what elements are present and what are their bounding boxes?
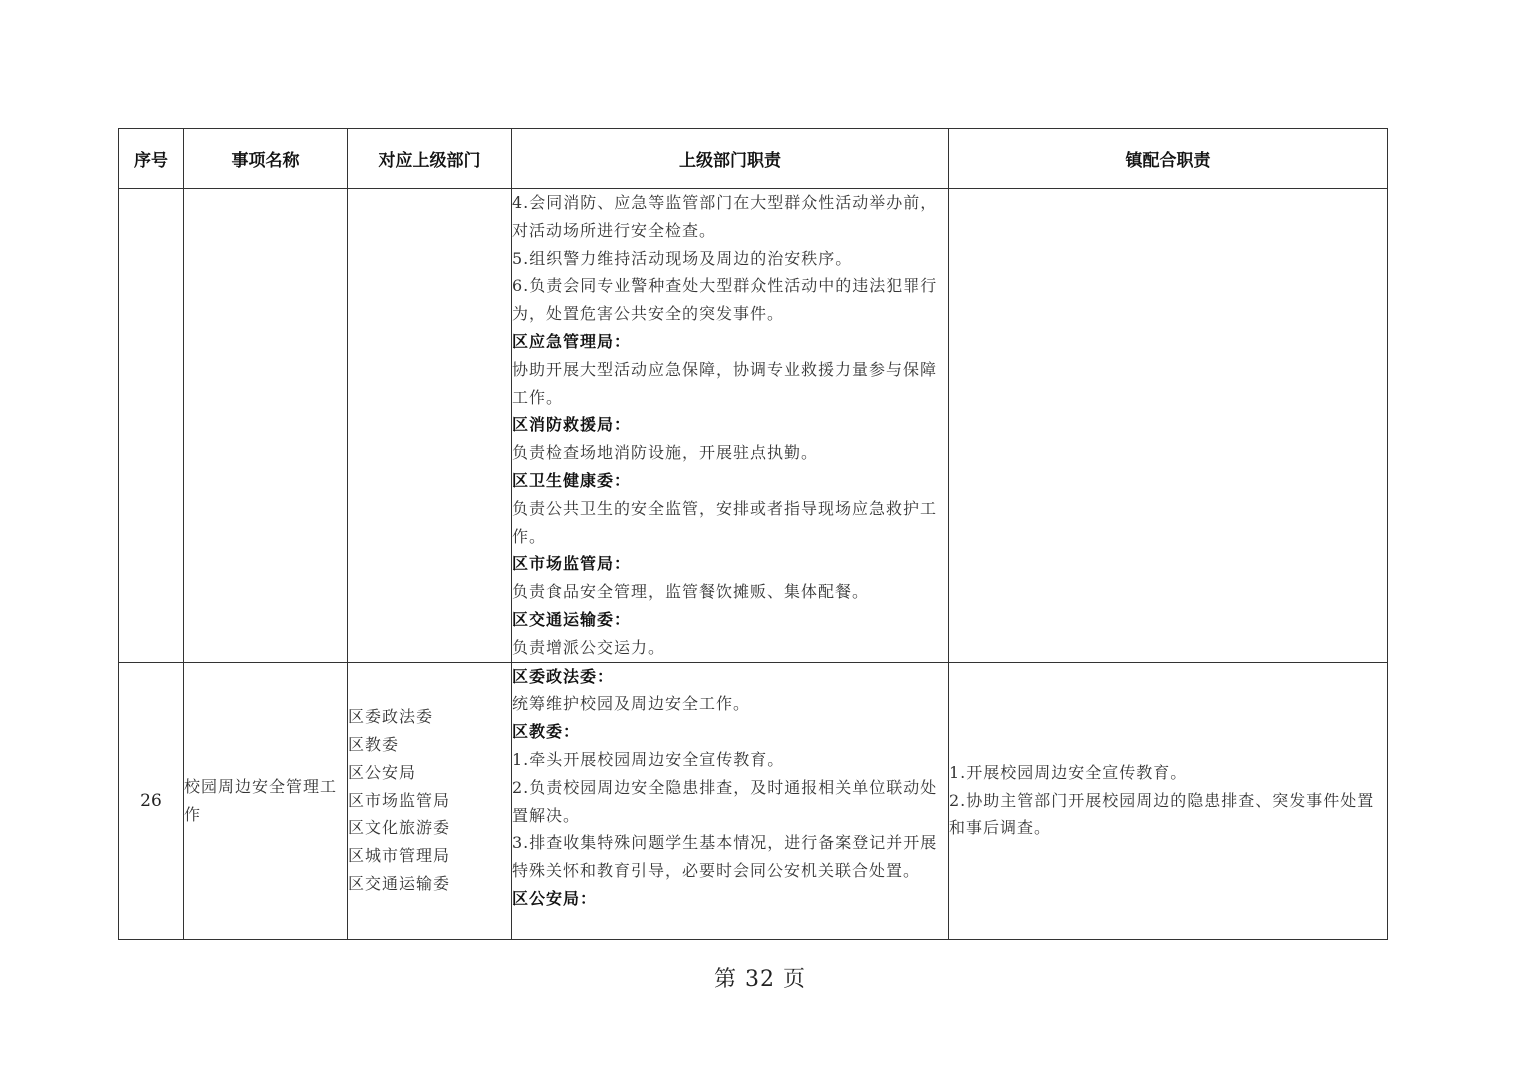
header-serial-number: 序号 [119,129,184,189]
duty-dept-heading: 区委政法委： [512,666,615,686]
row1-duties-cell [512,189,949,663]
table-row [119,189,1388,663]
dept-list-item: 区文化旅游委 [348,818,451,838]
row1-item-cell [184,189,348,663]
row2-serial-cell: 26 [119,662,184,939]
row2-duties-cell [512,662,949,939]
dept-list-item: 区委政法委 [348,707,434,727]
duty-dept-heading: 区公安局： [512,888,598,908]
duty-line: 统筹维护校园及周边安全工作。 [512,694,751,714]
dept-list-item: 区教委 [348,735,400,755]
row1-serial-cell [119,189,184,663]
row2-item-cell: 校园周边安全管理工作 [184,662,348,939]
dept-list-item: 区城市管理局 [348,846,451,866]
responsibility-table [118,128,1388,940]
page-number: 32 [745,967,775,992]
duty-dept-heading: 区消防救援局： [512,415,632,435]
dept-list-item: 区交通运输委 [348,874,451,894]
town-duty-line: 1.开展校园周边安全宣传教育。 [949,762,1188,782]
duty-line: 协助开展大型活动应急保障，协调专业救援力量参与保障工作。 [512,359,938,407]
page-prefix: 第 [713,967,737,992]
duty-line: 6.负责会同专业警种查处大型群众性活动中的违法犯罪行为，处置危害公共安全的突发事件。 [512,276,938,324]
duty-line: 4.会同消防、应急等监管部门在大型群众性活动举办前，对活动场所进行安全检查。 [512,193,938,240]
page-suffix: 页 [783,967,807,992]
duty-line: 3.排查收集特殊问题学生基本情况，进行备案登记并开展特殊关怀和教育引导，必要时会同公安机关联合处置。 [512,833,938,881]
row2-dept-cell [348,662,512,939]
header-superior-duties: 上级部门职责 [512,129,949,189]
duty-line: 负责公共卫生的安全监管，安排或者指导现场应急救护工作。 [512,498,938,546]
row1-town-cell [949,189,1388,663]
duty-dept-heading: 区教委： [512,722,581,742]
duty-line: 负责食品安全管理，监管餐饮摊贩、集体配餐。 [512,582,870,602]
duty-dept-heading: 区应急管理局： [512,331,632,351]
row2-town-cell [949,662,1388,939]
header-superior-department: 对应上级部门 [348,129,512,189]
duty-dept-heading: 区卫生健康委： [512,470,632,490]
duty-line: 负责检查场地消防设施，开展驻点执勤。 [512,443,819,463]
table-header-row [119,129,1388,189]
page-footer [0,962,1520,993]
dept-list-item: 区市场监管局 [348,790,451,810]
duty-line: 2.负责校园周边安全隐患排查，及时通报相关单位联动处置解决。 [512,777,938,825]
dept-list-item: 区公安局 [348,762,417,782]
table-row [119,662,1388,939]
duty-line: 负责增派公交运力。 [512,637,666,657]
header-item-name: 事项名称 [184,129,348,189]
duty-line: 5.组织警力维持活动现场及周边的治安秩序。 [512,248,853,268]
row1-dept-cell [348,189,512,663]
duty-dept-heading: 区市场监管局： [512,554,632,574]
header-town-duties: 镇配合职责 [949,129,1388,189]
duty-line: 1.牵头开展校园周边安全宣传教育。 [512,749,785,769]
duty-dept-heading: 区交通运输委： [512,609,632,629]
town-duty-line: 2.协助主管部门开展校园周边的隐患排查、突发事件处置和事后调查。 [949,790,1375,838]
